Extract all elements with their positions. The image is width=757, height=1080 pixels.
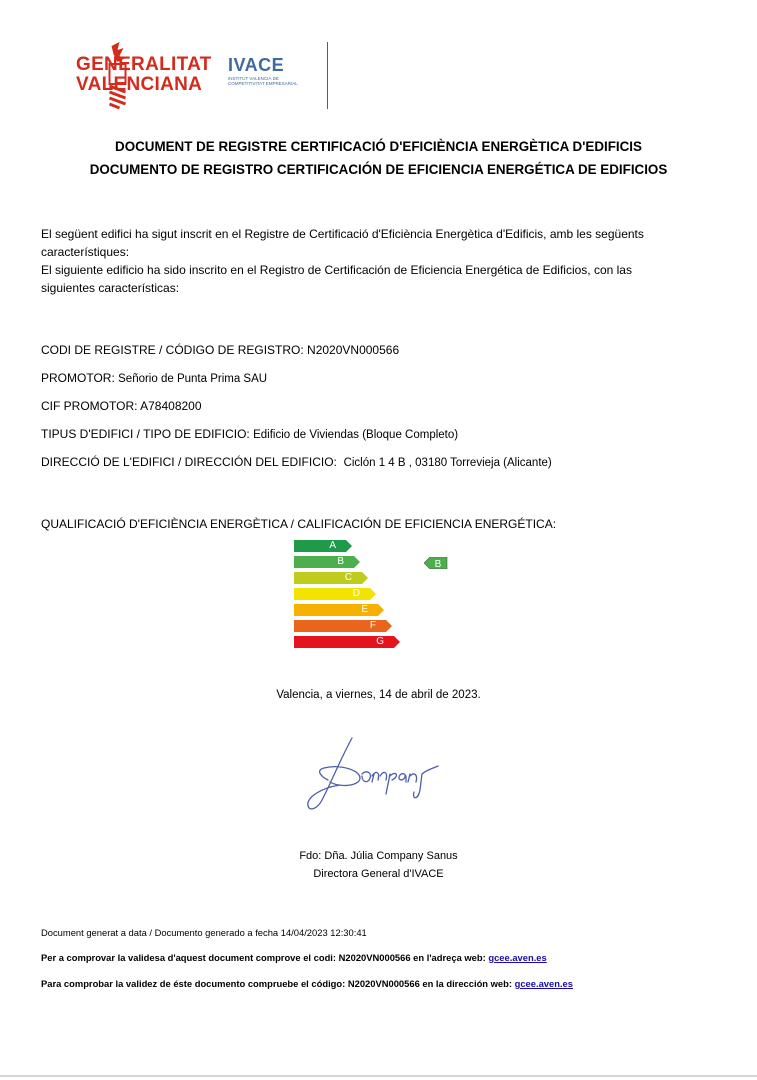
signature-image	[300, 730, 440, 815]
energy-class-e: E	[294, 604, 378, 616]
field-codigo: CODI DE REGISTRE / CÓDIGO DE REGISTRO: N2020VN000566	[41, 343, 400, 357]
energy-class-f: F	[294, 620, 386, 632]
signer-name: Fdo: Dña. Júlia Company Sanus	[299, 850, 458, 862]
energy-result-badge	[424, 556, 448, 568]
energy-class-d: D	[294, 588, 370, 600]
verify-spanish: Para comprobar la validez de éste documento compruebe el código: N2020VN000566 en la dirección web: gcee.aven.es	[41, 978, 573, 989]
energy-result-arrow	[424, 557, 448, 569]
promotor-value: Señorio de Punta Prima SAU	[118, 373, 268, 385]
verify-link-catalan[interactable]: gcee.aven.es	[488, 952, 547, 963]
energy-class-c: C	[294, 572, 362, 584]
verify-catalan: Per a comprovar la validesa d'aquest document comprove el codi: N2020VN000566 en l'adreça web: gcee.aven.es	[41, 952, 547, 963]
title-spanish: DOCUMENTO DE REGISTRO CERTIFICACIÓN DE EFICIENCIA ENERGÉTICA DE EDIFICIOS	[89, 162, 668, 177]
ivace-logo: IVACE INSTITUT VALENCIÀ DE COMPETITIVITAT EMPRESARIAL	[228, 55, 298, 86]
energy-class-a: A	[294, 540, 346, 552]
intro-spanish: El siguiente edificio ha sido inscrito en el Registro de Certificación de Eficiencia Energética de Edificios, con las siguientes características:	[41, 263, 632, 295]
energy-scale	[294, 540, 414, 652]
verify-link-spanish[interactable]: gcee.aven.es	[514, 978, 573, 989]
page-bottom-border	[0, 1075, 757, 1077]
energy-class-g: G	[294, 636, 394, 648]
energy-class-b: B	[294, 556, 354, 568]
generalitat-valenciana-wordmark: GENERALITAT VALENCIANA	[76, 54, 212, 95]
signer-role: Directora General d'IVACE	[313, 868, 444, 880]
tipo-value: Edificio de Viviendas (Bloque Completo)	[253, 429, 459, 441]
energy-result-letter: B	[434, 559, 442, 569]
intro-catalan: El següent edifici ha sigut inscrit en el Registre de Certificació d'Eficiència Energètica d'Edificis, amb les següents característiques:	[41, 227, 644, 259]
codigo-value: N2020VN000566	[307, 343, 400, 357]
field-direccion: DIRECCIÓ DE L'EDIFICI / DIRECCIÓN DEL EDIFICIO: Ciclón 1 4 B , 03180 Torrevieja (Alicante)	[41, 455, 552, 469]
field-cif: CIF PROMOTOR: A78408200	[41, 399, 202, 413]
cif-value: A78408200	[140, 399, 202, 413]
header-divider	[327, 42, 328, 109]
rating-label: QUALIFICACIÓ D'EFICIÈNCIA ENERGÈTICA / CALIFICACIÓN DE EFICIENCIA ENERGÉTICA:	[41, 517, 557, 531]
place-date: Valencia, a viernes, 14 de abril de 2023.	[276, 689, 481, 701]
field-tipo: TIPUS D'EDIFICI / TIPO DE EDIFICIO: Edificio de Viviendas (Bloque Completo)	[41, 427, 459, 441]
title-catalan: DOCUMENT DE REGISTRE CERTIFICACIÓ D'EFICIÈNCIA ENERGÈTICA D'EDIFICIS	[115, 139, 642, 154]
field-promotor: PROMOTOR: Señorio de Punta Prima SAU	[41, 371, 268, 385]
generated-timestamp: Document generat a data / Documento generado a fecha 14/04/2023 12:30:41	[41, 927, 367, 938]
direccion-value: Ciclón 1 4 B , 03180 Torrevieja (Alicante)	[343, 457, 552, 469]
